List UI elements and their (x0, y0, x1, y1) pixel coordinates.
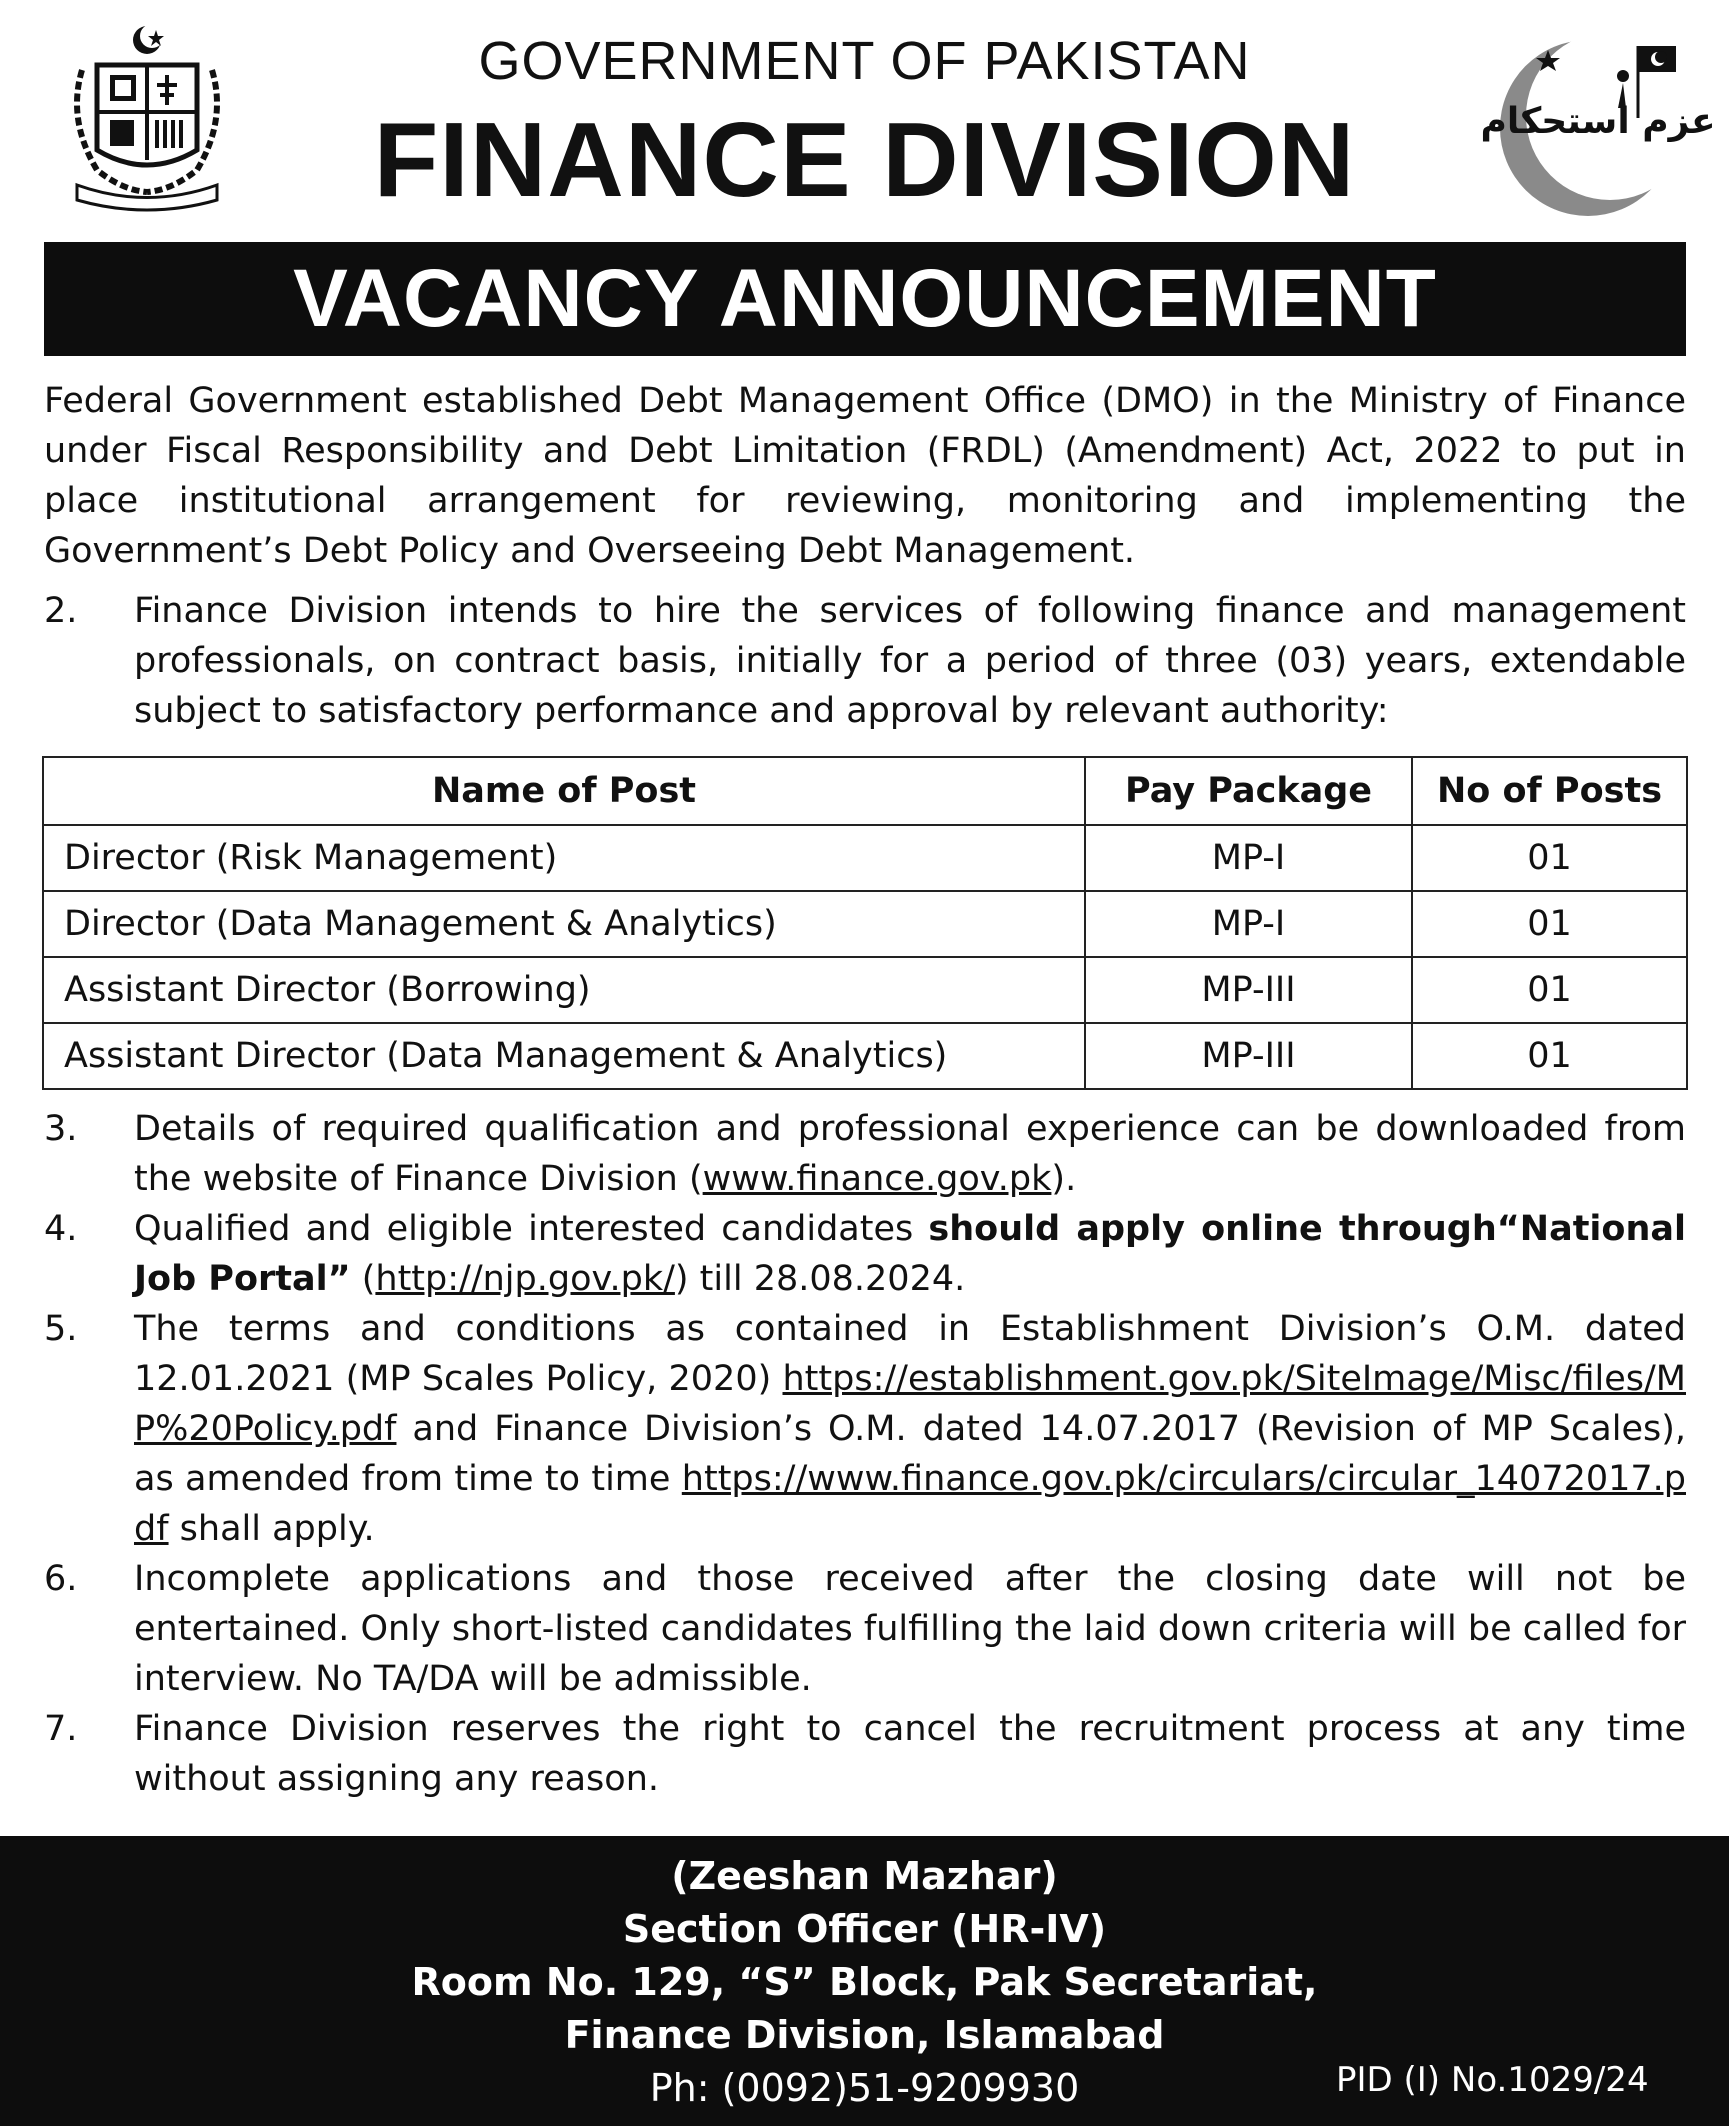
pay-package: MP-I (1085, 825, 1412, 891)
paragraph-5 (44, 1304, 1686, 1554)
njp-portal-link[interactable]: http://njp.gov.pk/ (375, 1259, 675, 1299)
officer-name: (Zeeshan Mazhar) (671, 1854, 1058, 1898)
paragraph-text-part: Qualified and eligible interested candidates (134, 1209, 929, 1249)
paragraph-text: Finance Division reserves the right to cancel the recruitment process at any time without assigning any reason. (134, 1709, 1686, 1799)
post-count: 01 (1412, 1023, 1687, 1089)
header-pay-package: Pay Package (1085, 757, 1412, 825)
post-count: 01 (1412, 891, 1687, 957)
paragraph-number: 3. (44, 1109, 78, 1149)
office-location: Finance Division, Islamabad (564, 2013, 1165, 2057)
paragraph-4 (44, 1204, 1686, 1304)
pid-number: PID (I) No.1029/24 (1336, 2060, 1649, 2100)
paragraph-6 (44, 1554, 1686, 1704)
paragraph-text-part: ( (350, 1259, 376, 1299)
table-row (43, 891, 1687, 957)
post-count: 01 (1412, 957, 1687, 1023)
paragraph-number: 2. (44, 591, 78, 631)
azm-e-istehkam-logo (1480, 28, 1716, 218)
office-address: Room No. 129, “S” Block, Pak Secretariat, (411, 1960, 1318, 2004)
table-row (43, 825, 1687, 891)
paragraph-text-part: and Finance Division’s O.M. dated 14.07.2017 (Revision of MP Scales), as amended from time to time (134, 1409, 1686, 1499)
phone-number: Ph: (0092)51-9209930 (649, 2066, 1080, 2110)
vacancy-banner: VACANCY ANNOUNCEMENT (44, 242, 1686, 356)
footer-contact (0, 1836, 1729, 2126)
paragraph-text-part: ). (1051, 1159, 1077, 1199)
apply-online-instruction: should apply online through“National Job Portal” (134, 1209, 1686, 1299)
paragraph-number: 6. (44, 1559, 78, 1599)
paragraph-number: 5. (44, 1309, 78, 1349)
paragraph-text: Incomplete applications and those received after the closing date will not be entertained. Only short-listed candidates fulfilling the laid down criteria will be called for interview. No TA/DA will be admissible. (134, 1559, 1686, 1699)
post-name: Director (Risk Management) (43, 825, 1085, 891)
paragraph-7 (44, 1704, 1686, 1804)
paragraph-3 (44, 1104, 1686, 1204)
pay-package: MP-III (1085, 957, 1412, 1023)
officer-designation: Section Officer (HR-IV) (622, 1907, 1107, 1951)
circular-link[interactable]: https://www.finance.gov.pk/circulars/circular_14072017.pdf (134, 1459, 1686, 1549)
government-title: GOVERNMENT OF PAKISTAN (478, 31, 1251, 91)
logo-text: عزم استحکام (1480, 101, 1716, 142)
header (0, 0, 1729, 240)
paragraph-number: 4. (44, 1209, 78, 1249)
paragraph-text-part: shall apply. (168, 1509, 375, 1549)
pay-package: MP-I (1085, 891, 1412, 957)
pay-package: MP-III (1085, 1023, 1412, 1089)
posts-table (42, 756, 1688, 1090)
paragraph-text (134, 1204, 1686, 1304)
paragraph-number: 7. (44, 1709, 78, 1749)
header-name-of-post: Name of Post (43, 757, 1085, 825)
mp-policy-link[interactable]: https://establishment.gov.pk/SiteImage/Misc/files/MP%20Policy.pdf (134, 1359, 1686, 1449)
division-title: FINANCE DIVISION (373, 101, 1356, 219)
post-name: Assistant Director (Borrowing) (43, 957, 1085, 1023)
announcement-body (44, 376, 1686, 1804)
post-name: Assistant Director (Data Management & Analytics) (43, 1023, 1085, 1089)
paragraph-text-part: ) till 28.08.2024. (674, 1259, 966, 1299)
paragraph-text-part: The terms and conditions as contained in Establishment Division’s O.M. dated 12.01.2021 (MP Scales Policy, 2020) (134, 1309, 1686, 1399)
paragraph-text-part: Details of required qualification and professional experience can be downloaded from the website of Finance Division ( (134, 1109, 1686, 1199)
paragraph-2 (44, 586, 1686, 736)
paragraph-text (134, 1304, 1686, 1554)
header-no-of-posts: No of Posts (1412, 757, 1687, 825)
finance-website-link[interactable]: www.finance.gov.pk (702, 1159, 1052, 1199)
intro-paragraph: Federal Government established Debt Management Office (DMO) in the Ministry of Finance under Fiscal Responsibility and Debt Limitation (FRDL) (Amendment) Act, 2022 to put in place institutional arrangement for reviewing, monitoring and implementing the Government’s Debt Policy and Overseeing Debt Management. (44, 381, 1686, 571)
table-row (43, 1023, 1687, 1089)
post-name: Director (Data Management & Analytics) (43, 891, 1085, 957)
paragraph-text (134, 1104, 1686, 1204)
table-row (43, 957, 1687, 1023)
paragraph-text: Finance Division intends to hire the services of following finance and management professionals, on contract basis, initially for a period of three (03) years, extendable subject to satisfactory performance and approval by relevant authority: (134, 591, 1686, 731)
table-header-row (43, 757, 1687, 825)
post-count: 01 (1412, 825, 1687, 891)
